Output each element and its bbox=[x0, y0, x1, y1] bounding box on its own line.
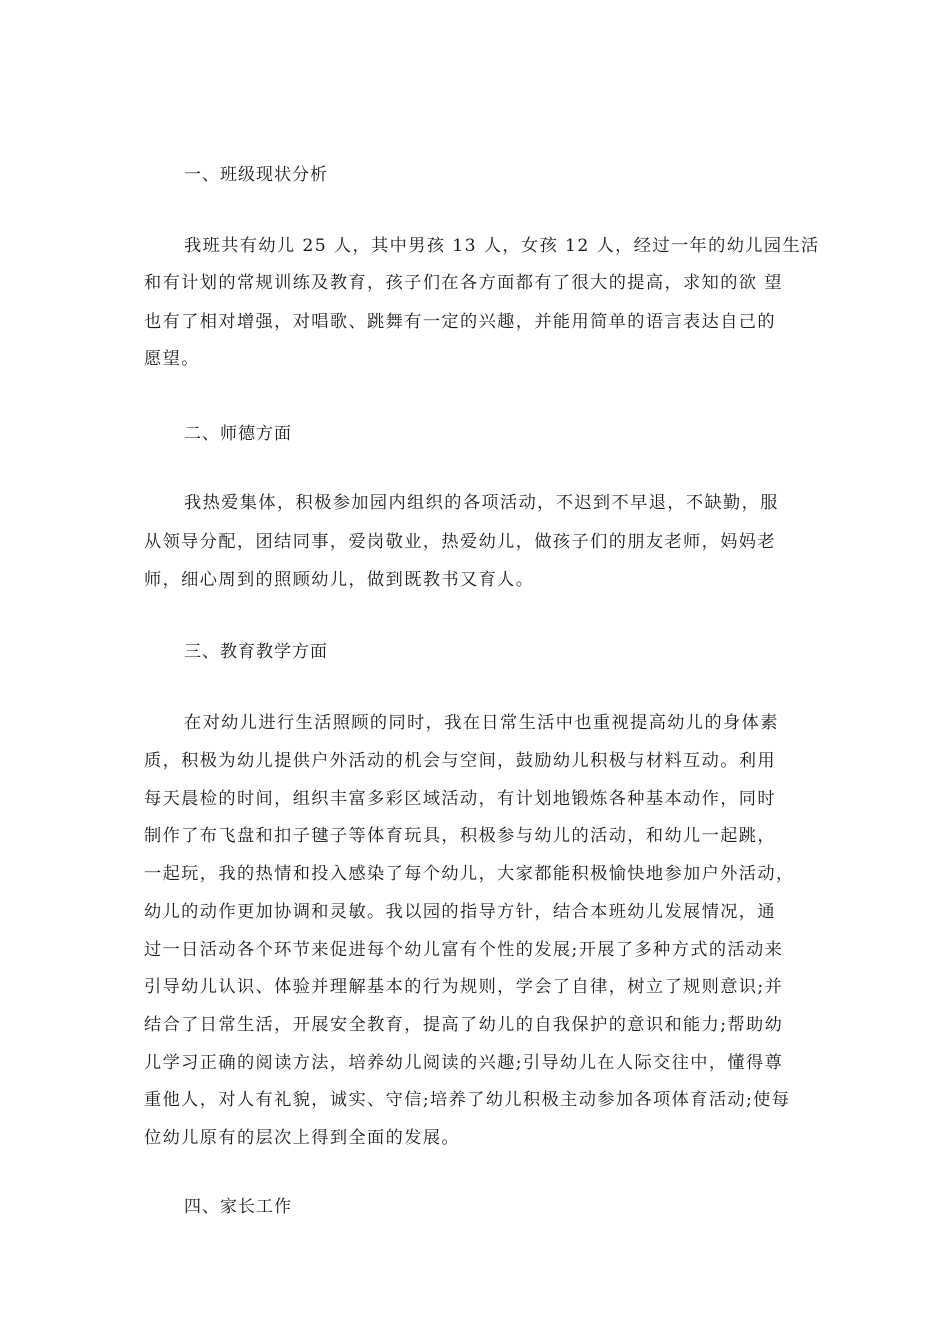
paragraph-line: 儿学习正确的阅读方法，培养幼儿阅读的兴趣;引导幼儿在人际交往中，懂得尊 bbox=[144, 1053, 784, 1073]
paragraph-line: 师，细心周到的照顾幼儿，做到既教书又育人。 bbox=[144, 570, 535, 590]
paragraph-line: 和有计划的常规训练及教育，孩子们在各方面都有了很大的提高，求知的欲 望 bbox=[144, 273, 783, 293]
section-heading: 三、教育教学方面 bbox=[184, 642, 328, 662]
paragraph-line: 也有了相对增强，对唱歌、跳舞有一定的兴趣，并能用简单的语言表达自己的 bbox=[144, 312, 776, 332]
paragraph-line: 幼儿的动作更加协调和灵敏。我以园的指导方针，结合本班幼儿发展情况，通 bbox=[144, 902, 776, 922]
paragraph-line: 我热爱集体，积极参加园内组织的各项活动，不迟到不早退，不缺勤，服 bbox=[184, 493, 779, 513]
paragraph-line: 我班共有幼儿 25 人，其中男孩 13 人，女孩 12 人，经过一年的幼儿园生活 bbox=[184, 236, 820, 256]
paragraph-line: 重他人，对人有礼貌，诚实、守信;培养了幼儿积极主动参加各项体育活动;使每 bbox=[144, 1090, 791, 1110]
paragraph-line: 质，积极为幼儿提供户外活动的机会与空间，鼓励幼儿积极与材料互动。利用 bbox=[144, 751, 776, 771]
paragraph-line: 从领导分配，团结同事，爱岗敬业，热爱幼儿，做孩子们的朋友老师，妈妈老 bbox=[144, 532, 776, 552]
paragraph-line: 在对幼儿进行生活照顾的同时，我在日常生活中也重视提高幼儿的身体素 bbox=[184, 713, 779, 733]
section-heading: 四、家长工作 bbox=[184, 1197, 292, 1217]
paragraph-line: 愿望。 bbox=[144, 349, 200, 369]
paragraph-line: 每天晨检的时间，组织丰富多彩区域活动，有计划地锻炼各种基本动作，同时 bbox=[144, 789, 776, 809]
paragraph-line: 过一日活动各个环节来促进每个幼儿富有个性的发展;开展了多种方式的活动来 bbox=[144, 940, 784, 960]
section-heading: 二、师德方面 bbox=[184, 424, 292, 444]
paragraph-line: 结合了日常生活，开展安全教育，提高了幼儿的自我保护的意识和能力;帮助幼 bbox=[144, 1015, 784, 1035]
paragraph-line: 引导幼儿认识、体验并理解基本的行为规则，学会了自律，树立了规则意识;并 bbox=[144, 977, 784, 997]
paragraph-line: 制作了布飞盘和扣子毽子等体育玩具，积极参与幼儿的活动，和幼儿一起跳， bbox=[144, 826, 776, 846]
paragraph-line: 一起玩，我的热情和投入感染了每个幼儿，大家都能积极愉快地参加户外活动， bbox=[144, 864, 795, 884]
paragraph-line: 位幼儿原有的层次上得到全面的发展。 bbox=[144, 1128, 460, 1148]
section-heading: 一、班级现状分析 bbox=[184, 165, 328, 185]
